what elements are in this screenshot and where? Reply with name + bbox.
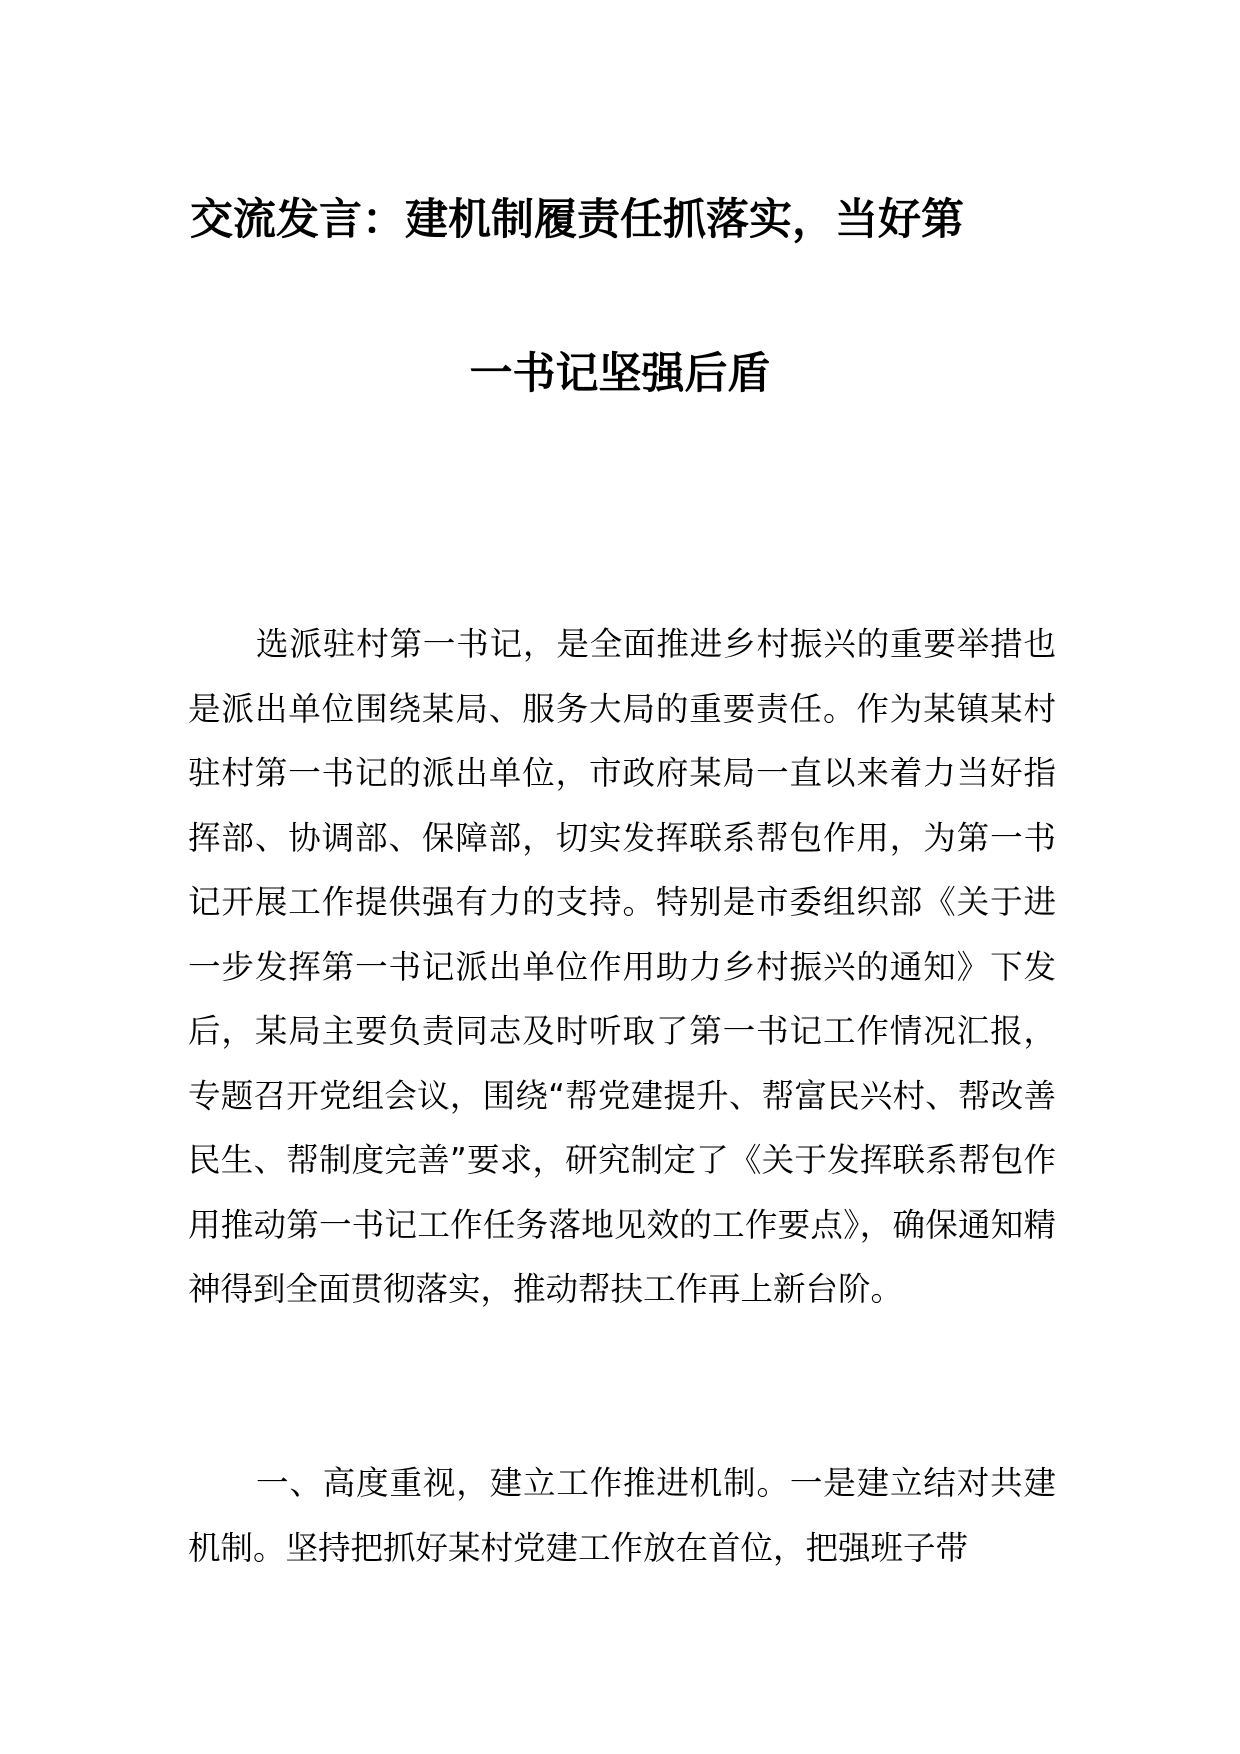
title-line-2: 一书记坚强后盾 [469, 349, 771, 399]
body-paragraph-1: 选派驻村第一书记，是全面推进乡村振兴的重要举措也是派出单位围绕某局、服务大局的重要责任。作为某镇某村驻村第一书记的派出单位，市政府某局一直以来着力当好指挥部、协调部、保障部，切实发挥联系帮包作用，为第一书记开展工作提供强有力的支持。特别是市委组织部《关于进一步发挥第一书记派出单位作用助力乡村振兴的通知》下发后，某局主要负责同志及时听取了第一书记工作情况汇报，专题召开党组会议，围绕“帮党建提升、帮富民兴村、帮改善民生、帮制度完善”要求，研究制定了《关于发挥联系帮包作用推动第一书记工作任务落地见效的工作要点》，确保通知精神得到全面贯彻落实，推动帮扶工作再上新台阶。 [188, 625, 1056, 1308]
title-line-1: 交流发言：建机制履责任抓落实，当好第 [190, 195, 964, 245]
body-paragraph-2: 一、高度重视，建立工作推进机制。一是建立结对共建机制。坚持把抓好某村党建工作放在首位，把强班子带 [188, 1464, 1056, 1567]
